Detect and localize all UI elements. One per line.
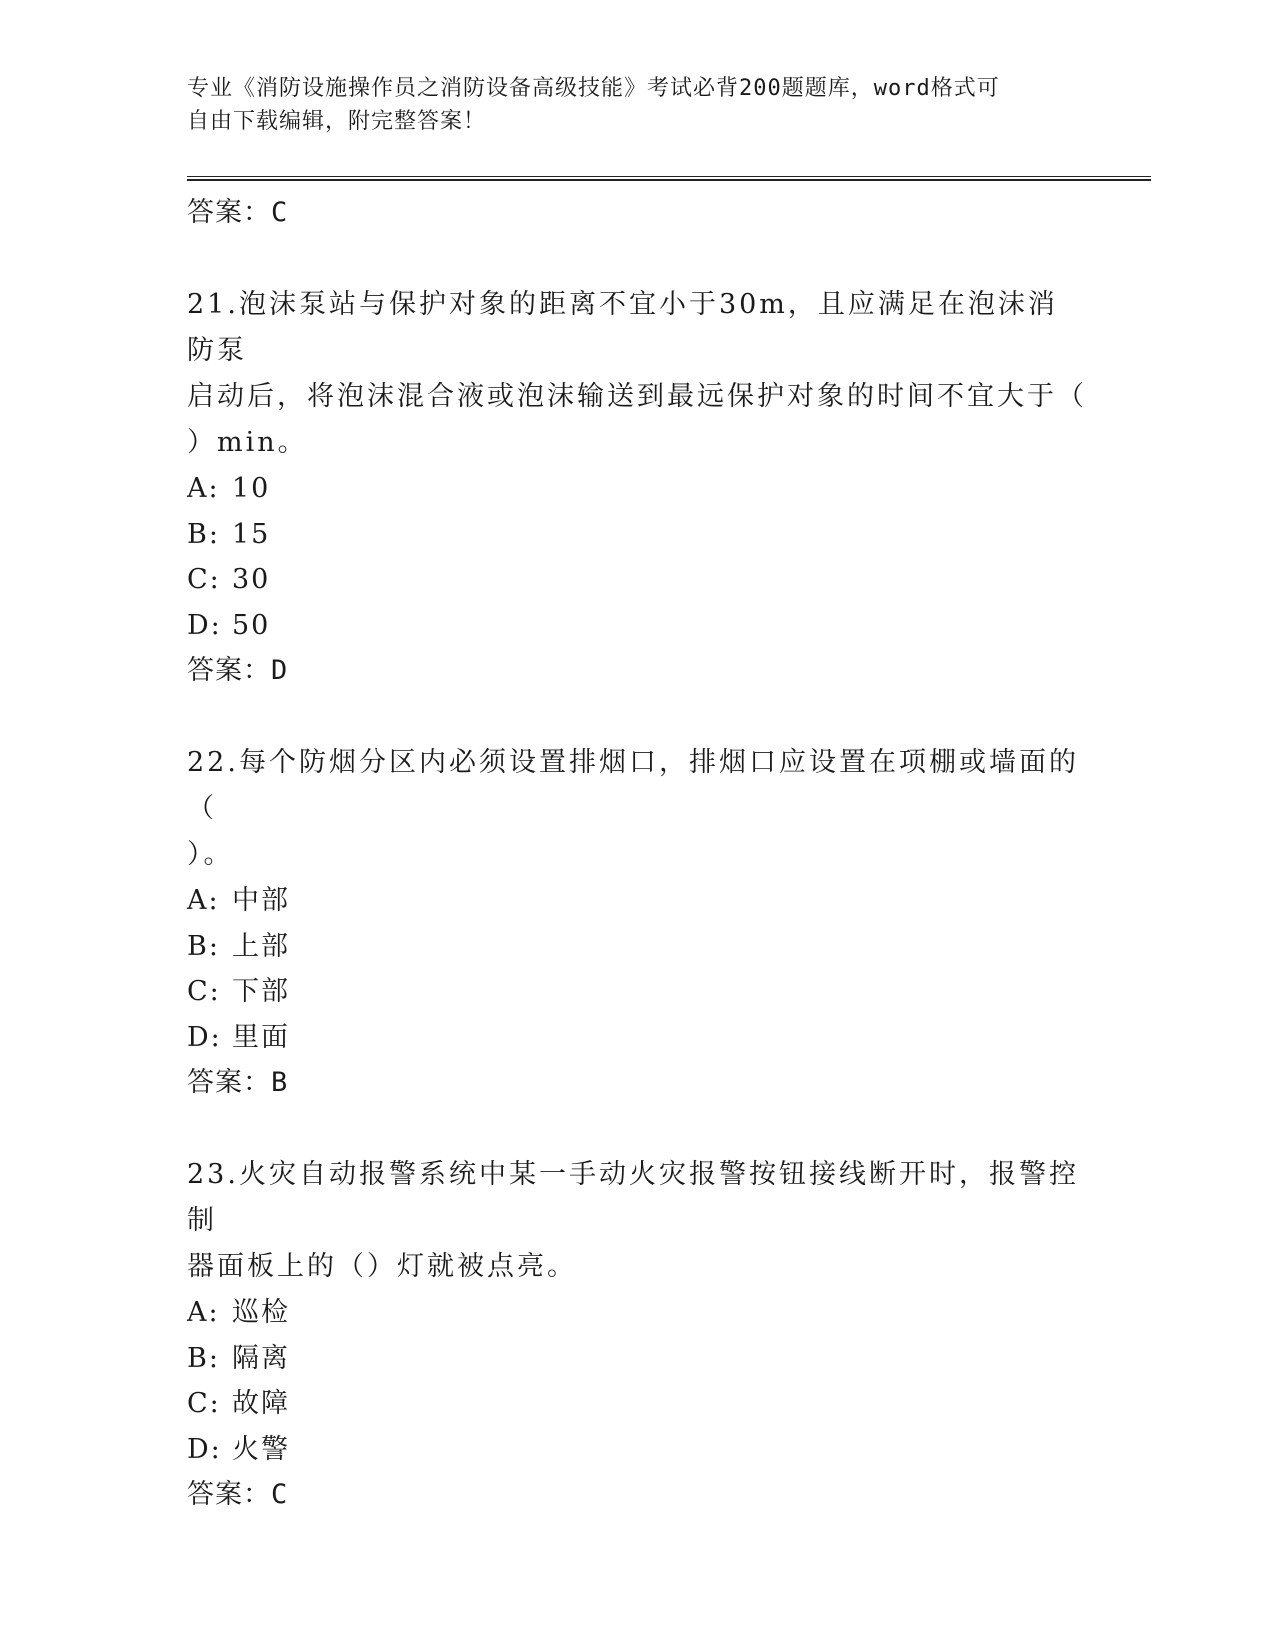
option-text: 巡检: [232, 1297, 290, 1328]
option-b: [187, 1336, 1087, 1382]
question-line: 启动后，将泡沫混合液或泡沫输送到最远保护对象的时间不宜大于（: [187, 381, 1087, 412]
answer-line: 答案：C: [187, 1479, 289, 1510]
option-letter: C:: [187, 1388, 221, 1419]
option-letter: D:: [187, 609, 222, 641]
question-line: 22.每个防烟分区内必须设置排烟口，排烟口应设置在项棚或墙面的（: [187, 747, 1079, 824]
option-letter: B:: [187, 518, 220, 550]
option-text: 中部: [232, 885, 290, 916]
option-letter: B:: [187, 930, 220, 962]
question-text: [187, 282, 1087, 466]
document-header: [187, 72, 1067, 138]
option-letter: D:: [187, 1433, 222, 1465]
option-a: [187, 1290, 1087, 1336]
question-23: [187, 1152, 1087, 1517]
question-line: ）。: [187, 839, 234, 870]
option-text: 故障: [232, 1388, 290, 1419]
option-text: 下部: [232, 976, 290, 1007]
option-letter: C:: [187, 976, 221, 1007]
option-a: [187, 466, 1087, 512]
option-d: [187, 1427, 1087, 1473]
question-line: ）min。: [187, 427, 308, 458]
option-text: 里面: [232, 1021, 290, 1053]
question-line: 器面板上的（）灯就被点亮。: [187, 1251, 577, 1282]
answer-line: 答案：C: [187, 197, 289, 228]
answer-line: 答案：D: [187, 655, 289, 686]
option-b: [187, 512, 1087, 558]
option-text: 火警: [232, 1433, 290, 1465]
option-letter: B:: [187, 1342, 220, 1374]
header-line-2: 自由下载编辑，附完整答案！: [187, 109, 487, 134]
document-body: [187, 190, 1087, 1517]
option-d: [187, 603, 1087, 649]
option-letter: A:: [187, 473, 220, 504]
option-c: [187, 969, 1087, 1015]
option-b: [187, 924, 1087, 970]
option-c: [187, 557, 1087, 603]
option-d: [187, 1015, 1087, 1061]
option-text: 15: [232, 518, 271, 550]
option-text: 10: [232, 473, 271, 504]
header-line-1: 专业《消防设施操作员之消防设备高级技能》考试必背200题题库，word格式可: [187, 76, 1000, 101]
option-c: [187, 1381, 1087, 1427]
answer-line: 答案：B: [187, 1067, 289, 1098]
option-a: [187, 878, 1087, 924]
option-letter: D:: [187, 1021, 222, 1053]
question-line: 23.火灾自动报警系统中某一手动火灾报警按钮接线断开时，报警控制: [187, 1159, 1079, 1236]
question-text: [187, 740, 1087, 878]
option-text: 50: [232, 609, 271, 641]
option-text: 上部: [232, 930, 290, 962]
option-text: 30: [232, 564, 271, 595]
question-22: [187, 740, 1087, 1105]
question-21: [187, 282, 1087, 693]
question-line: 21.泡沫泵站与保护对象的距离不宜小于30m，且应满足在泡沫消防泵: [187, 289, 1058, 366]
question-text: [187, 1152, 1087, 1290]
option-text: 隔离: [232, 1342, 290, 1374]
option-letter: A:: [187, 1297, 220, 1328]
option-letter: C:: [187, 564, 221, 595]
header-divider: [187, 176, 1151, 181]
option-letter: A:: [187, 885, 220, 916]
